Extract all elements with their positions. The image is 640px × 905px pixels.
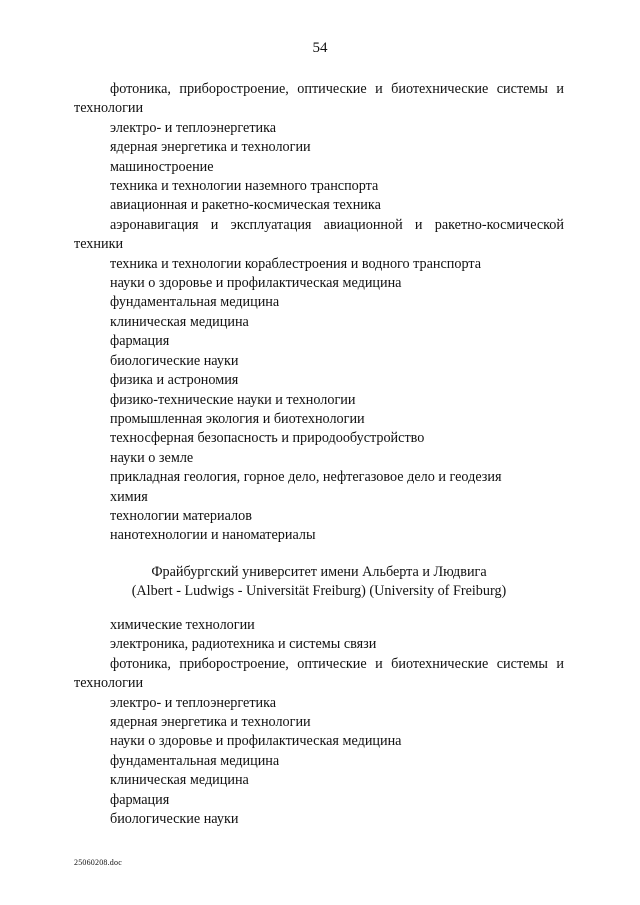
list-item: фотоника, приборостроение, оптические и биотехнические системы и технологии <box>74 655 564 692</box>
list-item: физика и астрономия <box>110 372 239 389</box>
list-item: электроника, радиотехника и системы связи <box>110 636 377 653</box>
list-item: промышленная экология и биотехнологии <box>110 410 365 427</box>
list-item: авиационная и ракетно-космическая техника <box>110 197 381 214</box>
list-item: фундаментальная медицина <box>110 294 280 311</box>
university-heading <box>74 563 564 602</box>
list-item: клиническая медицина <box>110 772 249 789</box>
document-filename: 25060208.doc <box>74 858 122 867</box>
list-item: клиническая медицина <box>110 313 249 330</box>
list-item: фундаментальная медицина <box>110 752 280 769</box>
list-item: техносферная безопасность и природообустройство <box>110 430 425 447</box>
list-item: биологические науки <box>110 352 239 369</box>
list-item: физико-технические науки и технологии <box>110 391 356 408</box>
list-item: ядерная энергетика и технологии <box>110 714 311 731</box>
list-item: биологические науки <box>110 811 239 828</box>
list-item: электро- и теплоэнергетика <box>110 119 277 136</box>
university-name-ru: Фрайбургский университет имени Альберта и Людвига <box>151 564 487 580</box>
list-item: науки о здоровье и профилактическая медицина <box>110 733 402 750</box>
university-name-en: (Albert - Ludwigs - Universität Freiburg) (University of Freiburg) <box>131 583 507 600</box>
list-item: ядерная энергетика и технологии <box>110 139 311 156</box>
list-item: аэронавигация и эксплуатация авиационной и ракетно-космической техники <box>74 216 564 253</box>
list-item: фармация <box>110 333 170 350</box>
page-number: 54 <box>312 40 328 56</box>
field-list-2 <box>74 616 564 829</box>
list-item: химические технологии <box>110 617 255 633</box>
list-item: науки о земле <box>110 449 194 466</box>
list-item: химия <box>110 488 148 505</box>
list-item: машиностроение <box>110 158 214 175</box>
list-item: электро- и теплоэнергетика <box>110 694 277 711</box>
list-item: фотоника, приборостроение, оптические и биотехнические системы и технологии <box>74 81 564 117</box>
list-item: науки о здоровье и профилактическая медицина <box>110 275 402 292</box>
list-item: техника и технологии кораблестроения и водного транспорта <box>110 255 482 272</box>
list-item: фармация <box>110 791 170 808</box>
list-item: технологии материалов <box>110 507 252 524</box>
list-item: техника и технологии наземного транспорта <box>110 178 379 195</box>
list-item: прикладная геология, горное дело, нефтегазовое дело и геодезия <box>110 469 502 486</box>
list-item: нанотехнологии и наноматериалы <box>110 527 316 544</box>
field-list-1 <box>74 80 564 546</box>
